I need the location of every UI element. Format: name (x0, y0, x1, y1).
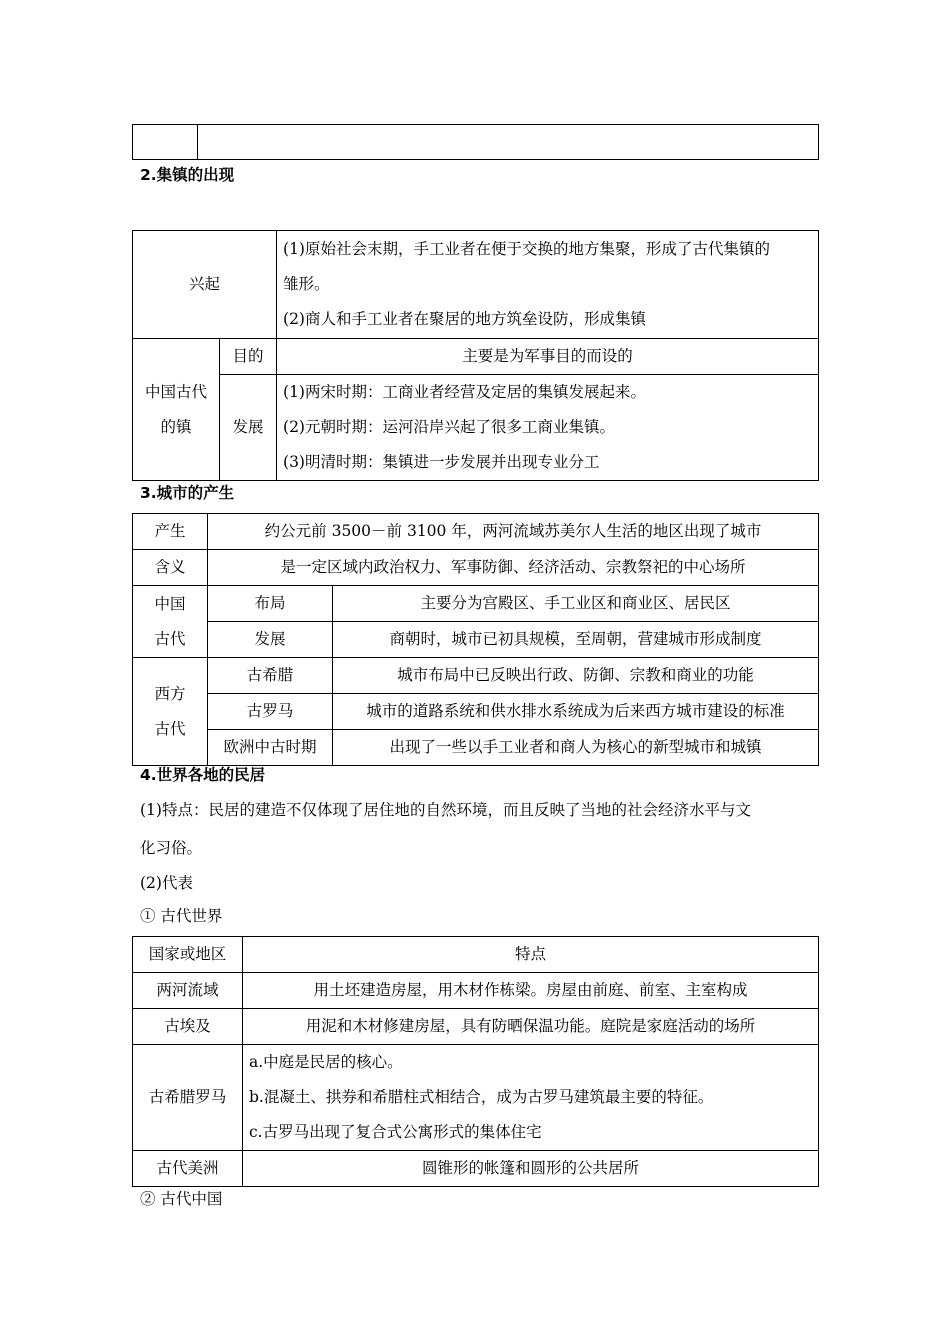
layout-label: 布局 (208, 586, 333, 622)
america-text: 圆锥形的帐篷和圆形的公共居所 (243, 1151, 819, 1187)
development-line: (2)元朝时期：运河沿岸兴起了很多工商业集镇。 (283, 418, 615, 436)
xingqi-content (277, 231, 819, 339)
purpose-text: 主要是为军事目的而设的 (277, 339, 819, 375)
representatives-label: (2)代表 (140, 874, 193, 892)
greece-rome-line: a.中庭是民居的核心。 (249, 1053, 403, 1071)
section-2-heading: 2.集镇的出现 (140, 166, 235, 184)
feature-line-2: 化习俗。 (140, 839, 203, 857)
development-content (277, 375, 819, 481)
top-table-cell-2 (198, 125, 819, 160)
greece-label: 古希腊 (208, 658, 333, 694)
greece-rome-line: c.古罗马出现了复合式公寓形式的集体住宅 (249, 1123, 542, 1141)
section-3-heading: 3.城市的产生 (140, 484, 235, 502)
development-line: (1)两宋时期：工商业者经营及定居的集镇发展起来。 (283, 383, 646, 401)
rome-label: 古罗马 (208, 694, 333, 730)
development-label: 发展 (220, 375, 277, 481)
ancient-world-label: ① 古代世界 (140, 907, 223, 925)
feature-line-1: (1)特点：民居的建造不仅体现了居住地的自然环境，而且反映了当地的社会经济水平与文 (140, 801, 751, 819)
feature-header: 特点 (243, 937, 819, 973)
layout-text: 主要分为宫殿区、手工业区和商业区、居民区 (333, 586, 819, 622)
xingqi-label: 兴起 (133, 231, 277, 339)
greece-rome-line: b.混凝土、拱券和希腊柱式相结合，成为古罗马建筑最主要的特征。 (249, 1088, 714, 1106)
meaning-text: 是一定区域内政治权力、军事防御、经济活动、宗教祭祀的中心场所 (208, 550, 819, 586)
xingqi-line: (2)商人和手工业者在聚居的地方筑垒设防，形成集镇 (283, 310, 646, 328)
china-label-line: 中国 (154, 594, 186, 613)
china-development-label: 发展 (208, 622, 333, 658)
meaning-label: 含义 (133, 550, 208, 586)
mesopotamia-text: 用土坯建造房屋，用木材作栋梁。房屋由前庭、前室、主室构成 (243, 973, 819, 1009)
top-table-cell-1 (133, 125, 198, 160)
origin-text: 约公元前 3500－前 3100 年，两河流域苏美尔人生活的地区出现了城市 (208, 514, 819, 550)
europe-medieval-label: 欧洲中古时期 (208, 730, 333, 766)
rome-text: 城市的道路系统和供水排水系统成为后来西方城市建设的标准 (333, 694, 819, 730)
city-table (132, 513, 819, 766)
west-label-line: 西方 (154, 684, 186, 703)
region-header: 国家或地区 (133, 937, 243, 973)
mesopotamia-label: 两河流域 (133, 973, 243, 1009)
china-ancient-label (133, 586, 208, 658)
xingqi-line: (1)原始社会末期，手工业者在便于交换的地方集聚，形成了古代集镇的 (283, 240, 770, 258)
china-development-text: 商朝时，城市已初具规模，至周朝，营建城市形成制度 (333, 622, 819, 658)
purpose-label: 目的 (220, 339, 277, 375)
america-label: 古代美洲 (133, 1151, 243, 1187)
west-label-line: 古代 (154, 719, 186, 738)
ancient-china-town-label (133, 339, 220, 481)
xingqi-line: 雏形。 (283, 275, 330, 293)
top-table (132, 124, 819, 160)
greece-rome-content (243, 1045, 819, 1151)
greece-rome-label: 古希腊罗马 (133, 1045, 243, 1151)
town-label-line: 中国古代 (144, 382, 207, 401)
town-label-line: 的镇 (160, 417, 192, 436)
europe-medieval-text: 出现了一些以手工业者和商人为核心的新型城市和城镇 (333, 730, 819, 766)
west-ancient-label (133, 658, 208, 766)
section-4-heading: 4.世界各地的民居 (140, 766, 266, 784)
egypt-label: 古埃及 (133, 1009, 243, 1045)
town-table (132, 230, 819, 481)
ancient-china-label: ② 古代中国 (140, 1190, 223, 1208)
dwelling-table (132, 936, 819, 1187)
china-label-line: 古代 (154, 629, 186, 648)
origin-label: 产生 (133, 514, 208, 550)
development-line: (3)明清时期：集镇进一步发展并出现专业分工 (283, 453, 600, 471)
egypt-text: 用泥和木材修建房屋，具有防晒保温功能。庭院是家庭活动的场所 (243, 1009, 819, 1045)
greece-text: 城市布局中已反映出行政、防御、宗教和商业的功能 (333, 658, 819, 694)
